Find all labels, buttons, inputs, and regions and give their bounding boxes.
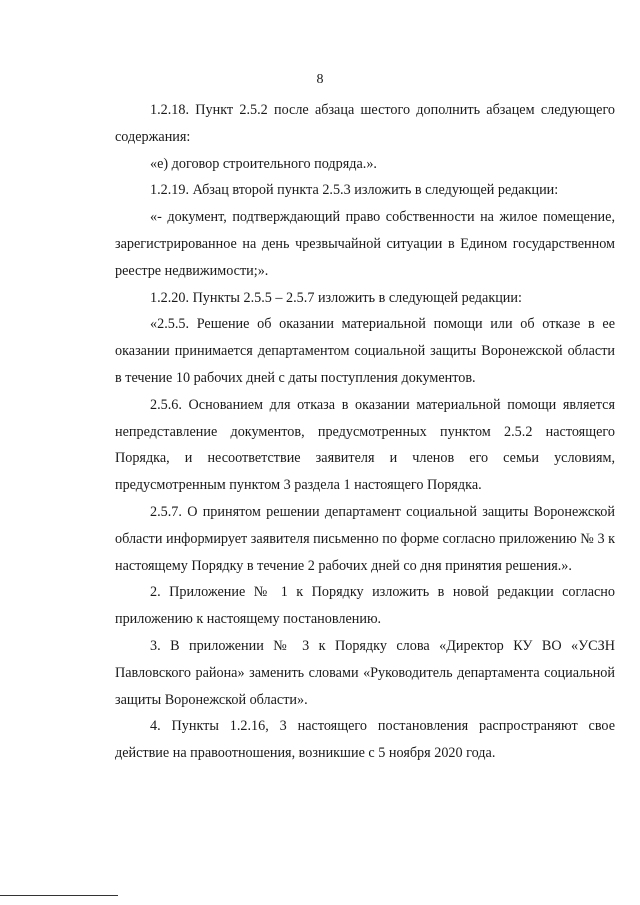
paragraph-ownership-document: «- документ, подтверждающий право собственности на жилое помещение, зарегистрированное на день чрезвычайной ситуации в Едином государственном реестре недвижимости;». bbox=[115, 209, 615, 279]
paragraph-item-3: 3. В приложении № 3 к Порядку слова «Директор КУ ВО «УСЗН Павловского района» заменить словами «Руководитель департамента социальной защиты Воронежской области». bbox=[115, 637, 615, 708]
paragraph-1-2-18: 1.2.18. Пункт 2.5.2 после абзаца шестого дополнить абзацем следующего содержания: bbox=[115, 102, 615, 145]
paragraph-contract-item: «е) договор строительного подряда.». bbox=[150, 155, 377, 172]
footer-divider bbox=[0, 895, 118, 896]
paragraph-1-2-19: 1.2.19. Абзац второй пункта 2.5.3 изложить в следующей редакции: bbox=[150, 182, 559, 199]
paragraph-2-5-6: 2.5.6. Основанием для отказа в оказании материальной помощи является непредставление документов, предусмотренных пунктом 2.5.2 настоящего Порядка, и несоответствие заявителя и членов его семьи условиям, предусмотренным пунктом 3 раздела 1 настоящего Порядка. bbox=[115, 396, 615, 494]
document-body bbox=[115, 97, 615, 767]
paragraph-2-5-7: 2.5.7. О принятом решении департамент социальной защиты Воронежской области информирует заявителя письменно по форме согласно приложению № 3 к настоящему Порядку в течение 2 рабочих дней со дня принятия решения.». bbox=[115, 503, 615, 574]
paragraph-item-4: 4. Пункты 1.2.16, 3 настоящего постановления распространяют свое действие на правоотношения, возникшие с 5 ноября 2020 года. bbox=[115, 718, 615, 762]
page-number: 8 bbox=[316, 72, 324, 87]
paragraph-2-5-5: «2.5.5. Решение об оказании материальной помощи или об отказе в ее оказании принимается департаментом социальной защиты Воронежской области в течение 10 рабочих дней с даты поступления документов. bbox=[115, 316, 615, 386]
paragraph-1-2-20: 1.2.20. Пункты 2.5.5 – 2.5.7 изложить в следующей редакции: bbox=[150, 289, 522, 306]
paragraph-item-2: 2. Приложение № 1 к Порядку изложить в новой редакции согласно приложению к настоящему постановлению. bbox=[115, 584, 615, 628]
